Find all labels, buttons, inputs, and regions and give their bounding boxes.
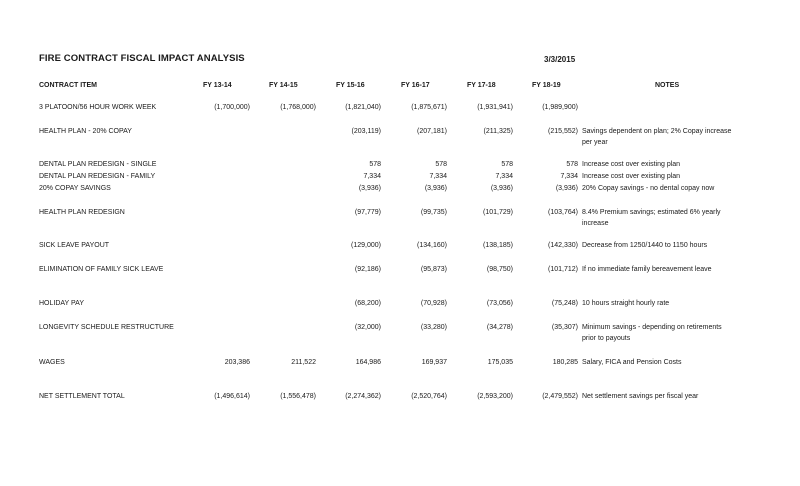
cell-family-sick-fy4: (95,873) [420, 266, 447, 273]
cell-health-redesign-fy4: (99,735) [420, 209, 447, 216]
cell-health-redesign-fy3: (97,779) [354, 209, 381, 216]
cell-wages-fy3: 164,986 [355, 359, 381, 366]
cell-total-fy3: (2,274,362) [345, 393, 381, 400]
cell-longevity-fy5: (34,278) [486, 324, 513, 331]
note-sick-payout: Decrease from 1250/1440 to 1150 hours [582, 242, 708, 249]
note-holiday: 10 hours straight hourly rate [582, 300, 670, 307]
cell-copay-savings-fy4: (3,936) [424, 185, 447, 192]
cell-wages-fy1: 203,386 [224, 359, 250, 366]
cell-dental-family-fy5: 7,334 [495, 173, 513, 180]
cell-copay-savings-fy6: (3,936) [555, 185, 578, 192]
cell-platoon-fy2: (1,768,000) [280, 104, 316, 111]
header-fy-15-16: FY 15-16 [336, 82, 365, 89]
header-fy-16-17: FY 16-17 [401, 82, 430, 89]
row-label-copay-savings: 20% COPAY SAVINGS [39, 185, 111, 192]
cell-dental-family-fy6: 7,334 [560, 173, 578, 180]
header-contract-item: CONTRACT ITEM [39, 82, 97, 89]
cell-family-sick-fy3: (92,186) [354, 266, 381, 273]
note-health-redesign: 8.4% Premium savings; estimated 6% yearly increase [582, 209, 721, 227]
cell-longevity-fy3: (32,000) [354, 324, 381, 331]
cell-wages-fy5: 175,035 [487, 359, 513, 366]
cell-platoon-fy3: (1,821,040) [345, 104, 381, 111]
cell-platoon-fy6: (1,989,900) [542, 104, 578, 111]
header-fy-13-14: FY 13-14 [203, 82, 232, 89]
document-title: FIRE CONTRACT FISCAL IMPACT ANALYSIS [39, 53, 245, 64]
row-label-family-sick: ELIMINATION OF FAMILY SICK LEAVE [39, 266, 164, 273]
note-copay-savings: 20% Copay savings - no dental copay now [582, 185, 715, 192]
cell-sick-payout-fy6: (142,330) [548, 242, 578, 249]
row-label-platoon: 3 PLATOON/56 HOUR WORK WEEK [39, 104, 157, 111]
cell-holiday-fy5: (73,056) [486, 300, 513, 307]
header-fy-17-18: FY 17-18 [467, 82, 496, 89]
cell-wages-fy2: 211,522 [291, 359, 316, 366]
row-label-dental-single: DENTAL PLAN REDESIGN - SINGLE [39, 161, 157, 168]
cell-copay-savings-fy5: (3,936) [490, 185, 513, 192]
row-label-wages: WAGES [39, 359, 65, 366]
note-health-20: Savings dependent on plan; 2% Copay increase per year [582, 128, 732, 146]
cell-health-redesign-fy5: (101,729) [483, 209, 513, 216]
cell-sick-payout-fy5: (138,185) [483, 242, 513, 249]
cell-health-20-fy4: (207,181) [417, 128, 447, 135]
cell-total-fy2: (1,556,478) [280, 393, 316, 400]
row-label-sick-payout: SICK LEAVE PAYOUT [39, 242, 110, 249]
cell-platoon-fy4: (1,875,671) [411, 104, 447, 111]
note-total: Net settlement savings per fiscal year [582, 393, 699, 400]
cell-dental-single-fy5: 578 [501, 161, 513, 168]
note-longevity: Minimum savings - depending on retirements prior to payouts [582, 324, 722, 342]
cell-health-20-fy3: (203,119) [351, 128, 381, 135]
row-label-health-20: HEALTH PLAN - 20% COPAY [39, 128, 132, 135]
cell-health-20-fy6: (215,552) [548, 128, 578, 135]
cell-dental-family-fy3: 7,334 [363, 173, 381, 180]
header-fy-18-19: FY 18-19 [532, 82, 561, 89]
row-label-longevity: LONGEVITY SCHEDULE RESTRUCTURE [39, 324, 174, 331]
note-dental-single: Increase cost over existing plan [582, 161, 681, 168]
cell-wages-fy4: 169,937 [421, 359, 447, 366]
note-dental-family: Increase cost over existing plan [582, 173, 681, 180]
document-date: 3/3/2015 [544, 55, 576, 64]
cell-sick-payout-fy4: (134,160) [417, 242, 447, 249]
header-fy-14-15: FY 14-15 [269, 82, 298, 89]
cell-longevity-fy6: (35,307) [551, 324, 578, 331]
cell-health-redesign-fy6: (103,764) [548, 209, 578, 216]
cell-dental-family-fy4: 7,334 [429, 173, 447, 180]
cell-wages-fy6: 180,285 [552, 359, 578, 366]
note-wages: Salary, FICA and Pension Costs [582, 359, 682, 366]
header-notes: NOTES [655, 82, 680, 89]
cell-total-fy1: (1,496,614) [214, 393, 250, 400]
cell-family-sick-fy6: (101,712) [548, 266, 578, 273]
cell-dental-single-fy3: 578 [369, 161, 381, 168]
cell-holiday-fy4: (70,928) [420, 300, 447, 307]
note-family-sick: If no immediate family bereavement leave [582, 266, 712, 273]
cell-dental-single-fy4: 578 [435, 161, 447, 168]
cell-total-fy5: (2,593,200) [477, 393, 513, 400]
cell-family-sick-fy5: (98,750) [486, 266, 513, 273]
cell-holiday-fy6: (75,248) [551, 300, 578, 307]
row-label-total: NET SETTLEMENT TOTAL [39, 393, 125, 400]
row-label-health-redesign: HEALTH PLAN REDESIGN [39, 209, 125, 216]
cell-platoon-fy1: (1,700,000) [214, 104, 250, 111]
cell-copay-savings-fy3: (3,936) [358, 185, 381, 192]
cell-platoon-fy5: (1,931,941) [477, 104, 513, 111]
row-label-holiday: HOLIDAY PAY [39, 300, 84, 307]
cell-total-fy6: (2,479,552) [542, 393, 578, 400]
cell-total-fy4: (2,520,764) [411, 393, 447, 400]
cell-holiday-fy3: (68,200) [354, 300, 381, 307]
row-label-dental-family: DENTAL PLAN REDESIGN - FAMILY [39, 173, 156, 180]
cell-health-20-fy5: (211,325) [483, 128, 513, 135]
cell-longevity-fy4: (33,280) [420, 324, 447, 331]
cell-dental-single-fy6: 578 [566, 161, 578, 168]
cell-sick-payout-fy3: (129,000) [351, 242, 381, 249]
